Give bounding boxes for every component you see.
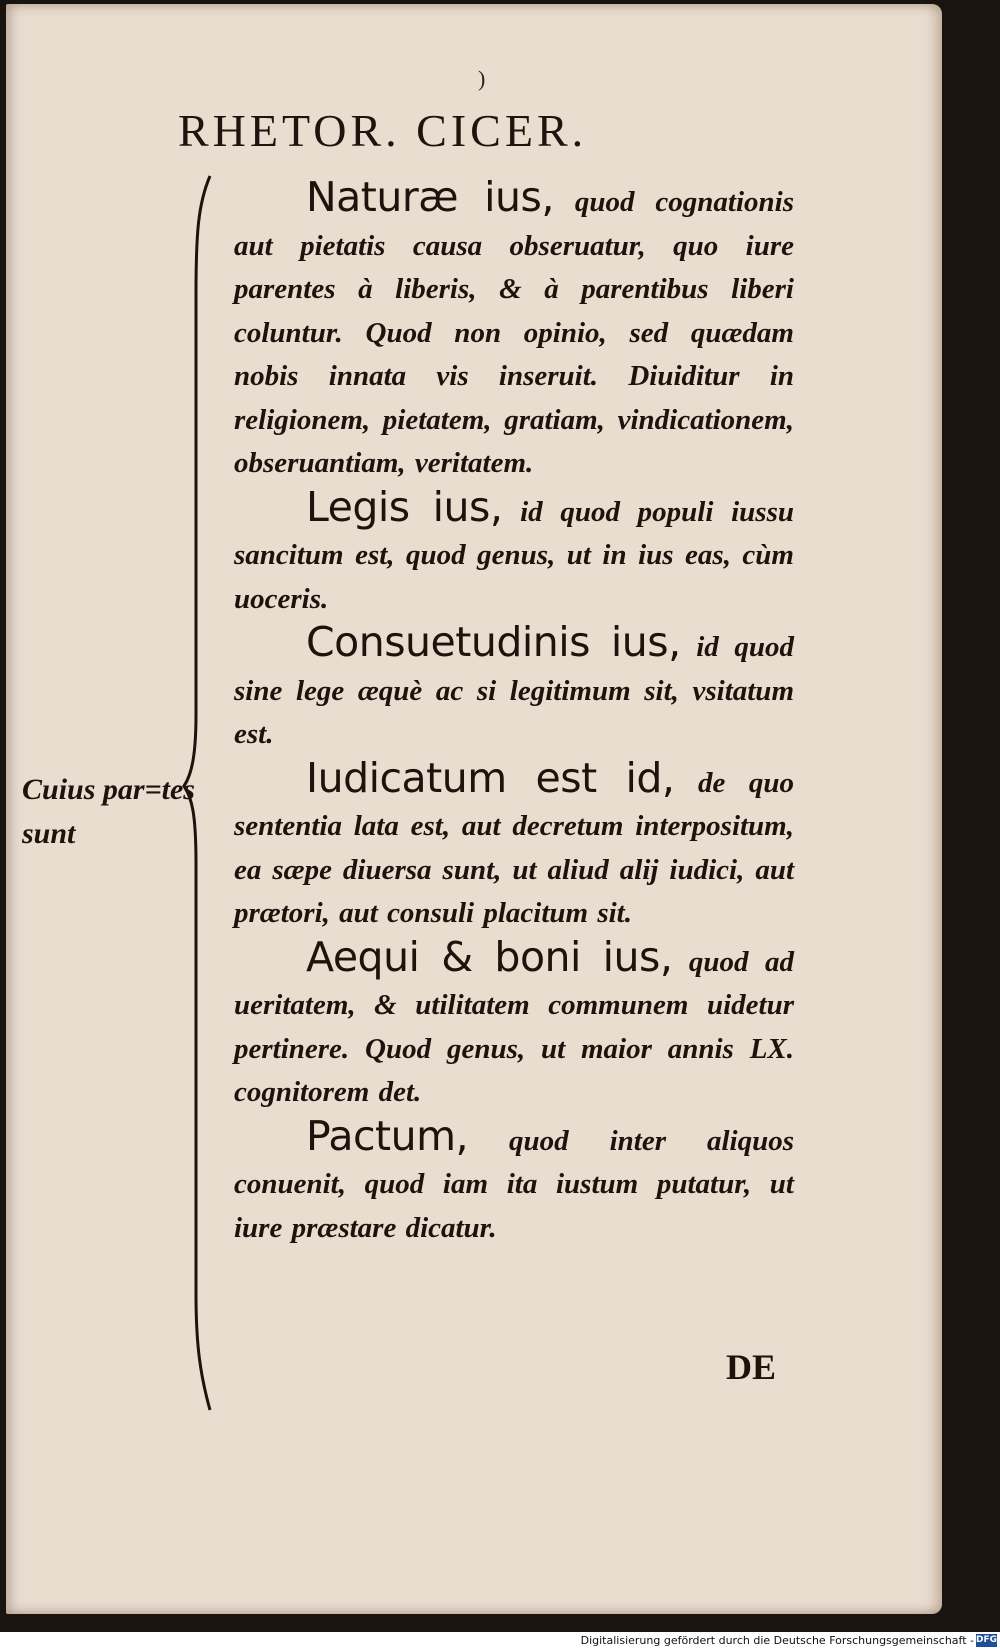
page-top-mark: ) [478, 66, 486, 91]
paragraph-text: id quod sine lege æquè ac si legitimum sit, vsitatum est. [234, 631, 794, 750]
book-page [6, 4, 942, 1614]
paragraph-iudicatum [234, 753, 795, 936]
paragraph-text: quod inter aliquos conuenit, quod iam ita iustum putatur, ut iure præstare dicatur. [234, 1124, 794, 1244]
paragraph-aequi [234, 932, 795, 1115]
running-head: RHETOR. CICER. [178, 105, 588, 156]
catchword: DE [726, 1347, 777, 1387]
paragraph-lead: Iudicatum est id, [306, 753, 675, 802]
paragraph-lead: Consuetudinis ius, [306, 618, 681, 666]
paragraph-consuetudinis [234, 618, 794, 757]
paragraph-lead: Aequi & boni ius, [306, 932, 673, 981]
paragraph-lead: Naturæ ius, [306, 173, 554, 221]
paragraph-text: de quo sententia lata est, aut decretum interpositum, ea sæpe diuersa sunt, ut aliud alij iudici, aut prætori, aut consuli placitum sit. [234, 766, 795, 929]
digitization-credit: Digitalisierung gefördert durch die Deutsche Forschungsgemeinschaft - [580, 1634, 974, 1647]
paragraph-lead: Pactum, [306, 1111, 469, 1160]
paragraph-legis [234, 482, 794, 622]
paragraph-text: id quod populi iussu sancitum est, quod genus, ut in ius eas, cùm uoceris. [234, 495, 794, 615]
margin-note: Cuius par=tes sunt [22, 773, 195, 850]
dfg-logo: DFG [976, 1635, 998, 1645]
paragraph-lead: Legis ius, [306, 482, 503, 531]
paragraph-text: quod ad ueritatem, & utilitatem communem uidetur pertinere. Quod genus, ut maior annis LX. cognitorem det. [234, 945, 795, 1108]
paragraph-pactum [234, 1111, 794, 1251]
main-text [234, 173, 795, 1250]
paragraph-naturae [234, 173, 795, 486]
paragraph-text: quod cognationis aut pietatis causa obseruatur, quo iure parentes à liberis, & à parentibus liberi coluntur. Quod non opinio, sed quædam nobis innata vis inseruit. Diuiditur in religionem, pietatem, gratiam, vindicationem, obseruantiam, veritatem. [234, 186, 795, 479]
